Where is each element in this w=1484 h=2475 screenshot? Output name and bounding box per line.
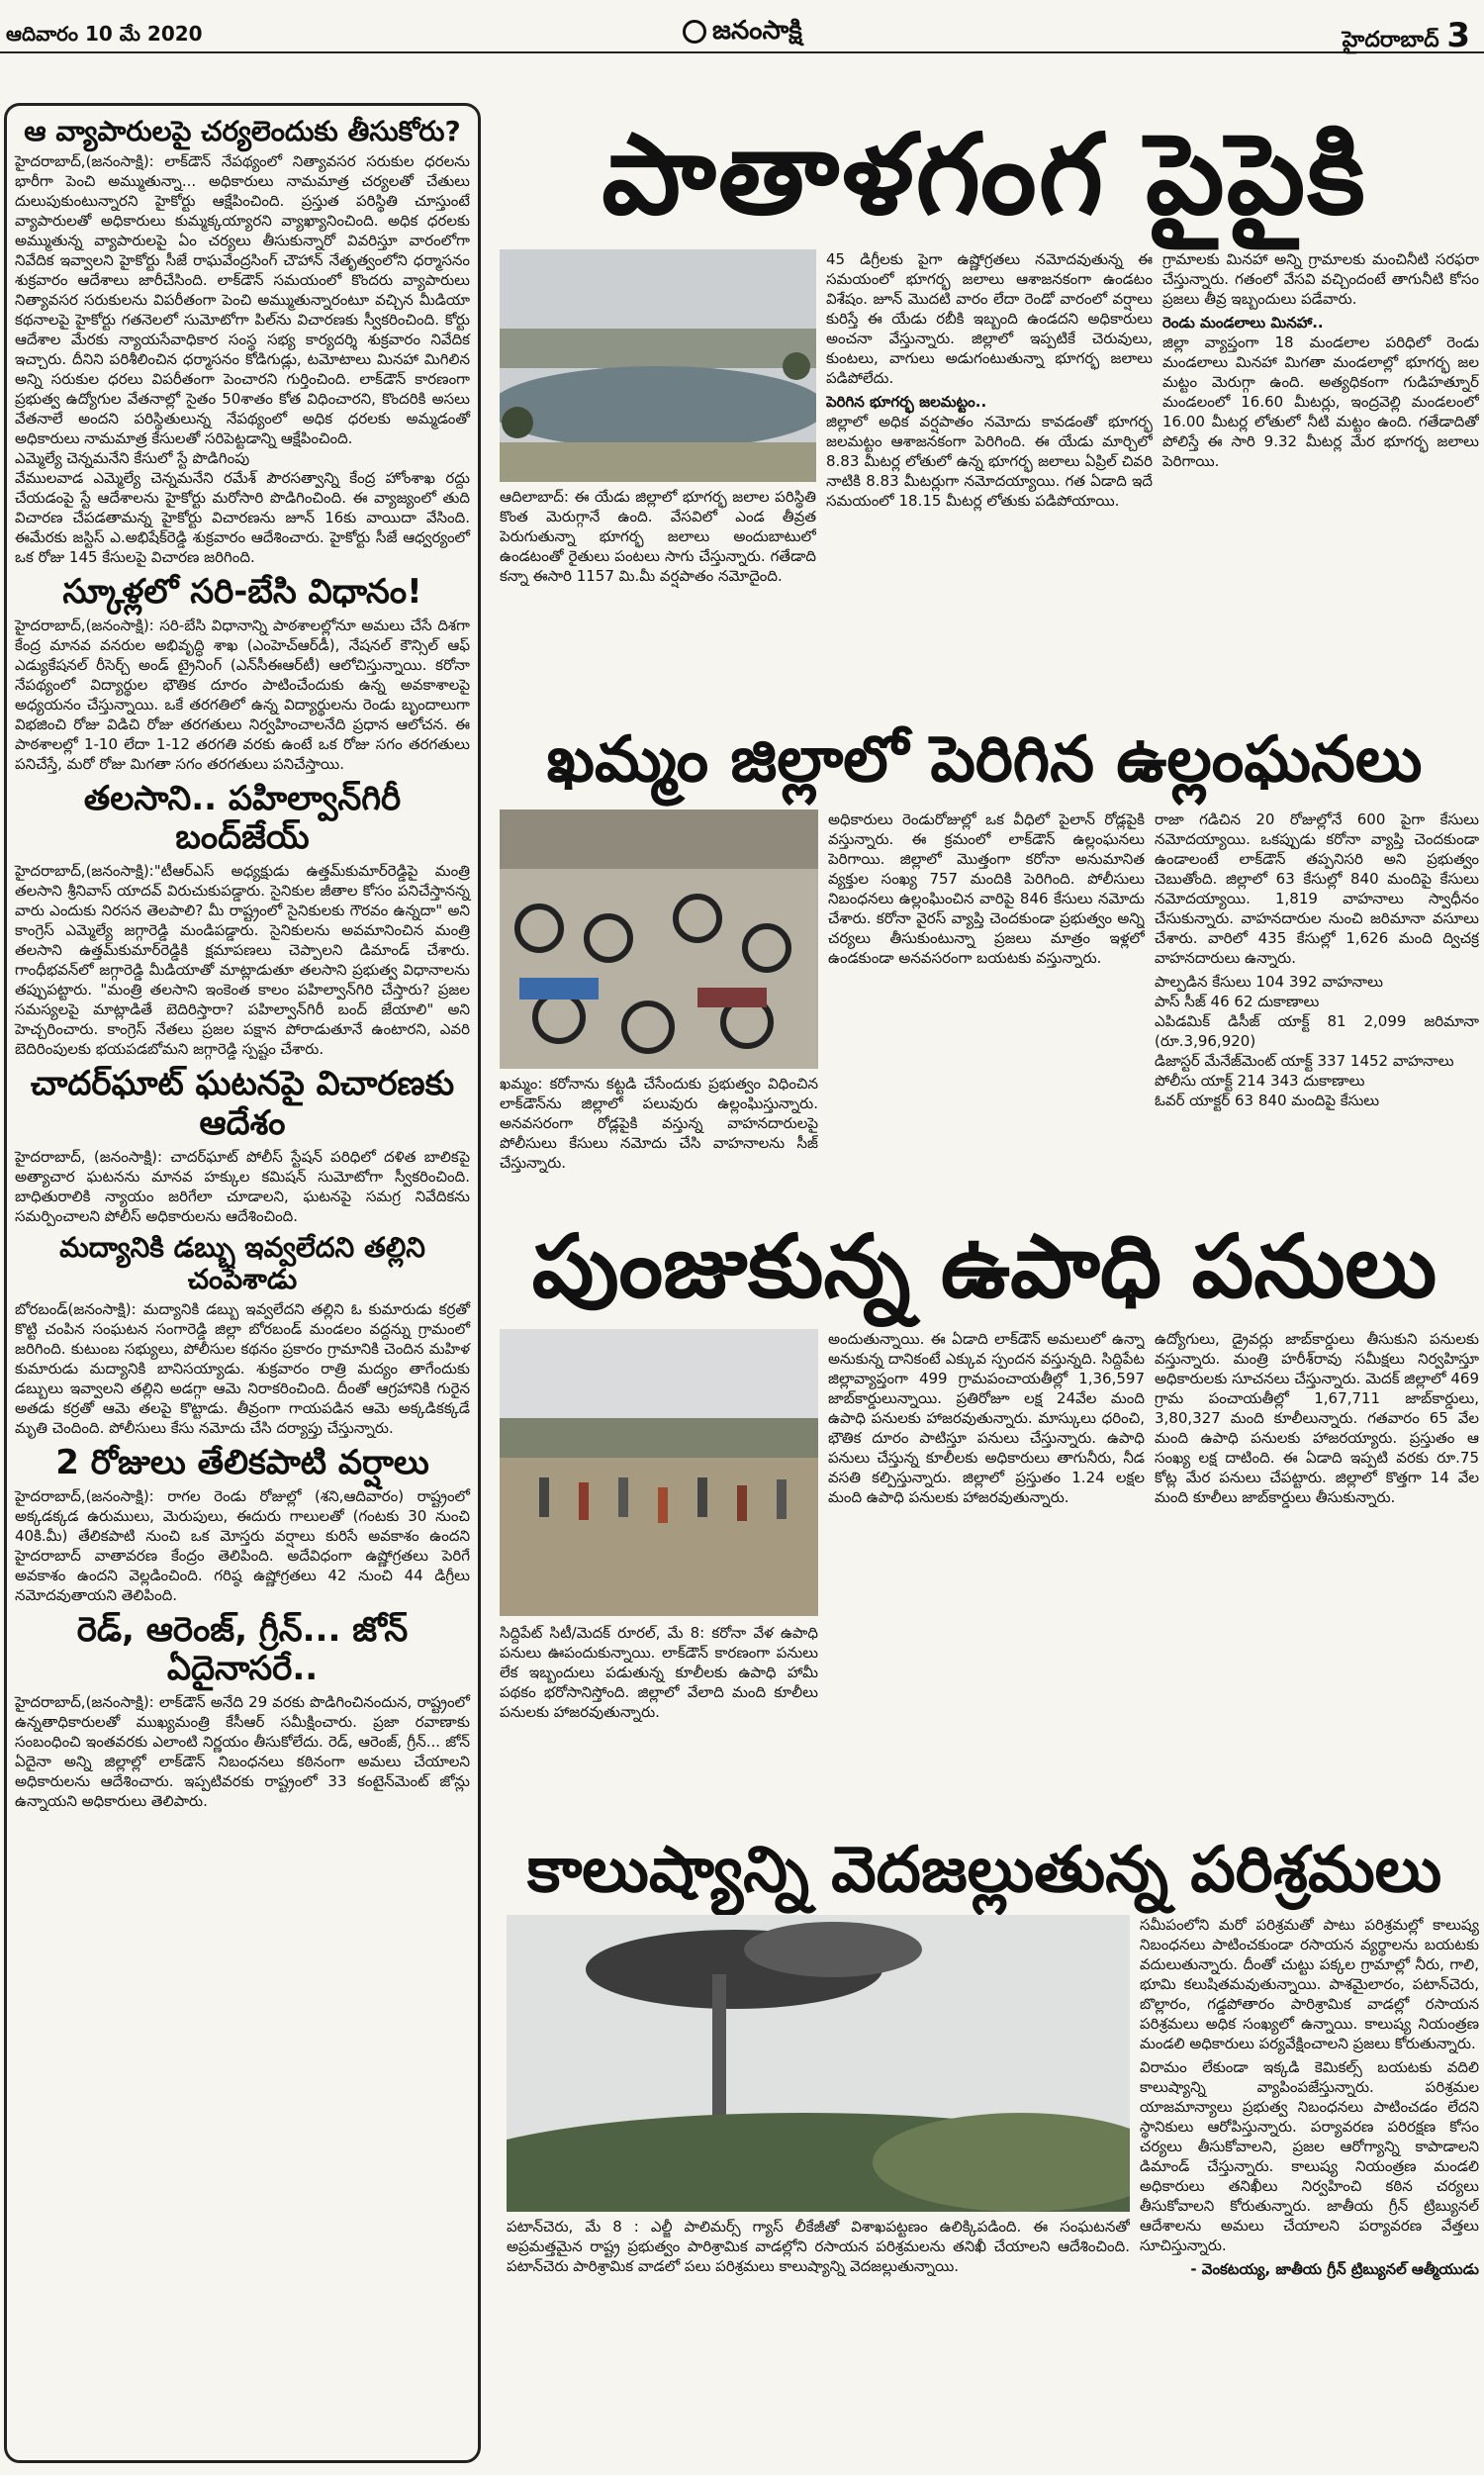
- pollution-text-1: సమీపంలోని మరో పరిశ్రమతో పాటు పరిశ్రమల్లో కాలుష్య నిబంధనలు పాటించకుండా రసాయన వ్యర్థాలను బయటకు వదులుతున్నారు. దీంతో చుట్టు పక్కల గ్రామాల్లో నీరు, గాలి, భూమి కలుషితమవుతున్నాయి. పాశమైలారం, పటాన్‌చెరు, బొల్లారం, గడ్డపోతారం పారిశ్రామిక వాడల్లో రసాయన పరిశ్రమలు అధిక సంఖ్యలో ఉన్నాయి. కాలుష్య నియంత్రణ మండలి అధికారులు పర్యవేక్షించాలని ప్రజలు కోరుతున్నారు.: [1140, 1916, 1479, 2052]
- headline-khammam: ఖమ్మం జిల్లాలో పెరిగిన ఉల్లంఘనలు: [546, 723, 1423, 797]
- employment-col-1: [828, 1329, 1145, 1821]
- sidebar-body-5: బోరబండ్‌(జనంసాక్షి): మద్యానికి డబ్బు ఇవ్వలేదని తల్లిని ఓ కుమారుడు కర్రతో కొట్టి చంపిన సంఘటన సంగారెడ్డి జిల్లా బోరబండ్‌ మండలం వద్దన్ను గ్రామంలో జరిగింది. కుటుంబ సభ్యులు, పోలీసుల కథనం ప్రకారం గ్రామానికి చెందిన మహిళ కుమారుడు మద్యానికి బానిసయ్యాడు. శుక్రవారం రాత్రి మద్యం తాగేందుకు డబ్బులు ఇవ్వాలని తల్లిని అడగ్గా ఆమె నిరాకరించింది. దీంతో ఆగ్రహానికి గురైన అతడు కర్రతో ఆమె తలపై కొట్టాడు. తీవ్రంగా గాయపడిన ఆమె అక్కడికక్కడే మృతి చెందింది. పోలీసులు కేసు నమోదు చేసి దర్యాప్తు చేస్తున్నారు.: [15, 1300, 470, 1438]
- masthead-title: జనంసాక్షి: [712, 16, 802, 46]
- khammam-stat-2: పాస్‌ సీజ్‌ 46 62 దుకాణాలు: [1155, 993, 1320, 1010]
- sidebar-body-7: హైదరాబాద్‌,(జనంసాక్షి): లాక్‌డౌన్‌ అనేది 29 వరకు పొడిగించినందున, రాష్ట్రంలో ఉన్నతాధికారులతో ముఖ్యమంత్రి కేసీఆర్‌ సమీక్షించారు. ప్రజా రవాణాకు సంబంధించి ఇంతవరకు ఎలాంటి నిర్ణయం తీసుకోలేదు. రెడ్‌, ఆరెంజ్‌, గ్రీన్‌... జోన్‌ ఏదైనా అన్ని జిల్లాల్లో లాక్‌డౌన్‌ నిబంధనలు కఠినంగా అమలు చేయాలని అధికారులను ఆదేశించారు. ఇప్పటివరకు రాష్ట్రంలో 33 కంటైన్‌మెంట్‌ జోన్లు ఉన్నాయని అధికారులు తెలిపారు.: [15, 1693, 470, 1811]
- khammam-stat-3: ఎపిడమిక్‌ డిసీజ్‌ యాక్ట్‌ 81 2,099 జరిమానా (రూ.3,96,920): [1155, 1012, 1479, 1050]
- sidebar-body-2: హైదరాబాద్‌,(జనంసాక్షి): సరి-బేసి విధానాన్ని పాఠశాలల్లోనూ అమలు చేసే దిశగా కేంద్ర మానవ వనరుల అభివృద్ధి శాఖ (ఎంహెచ్‌ఆర్‌డీ), నేషనల్‌ కౌన్సిల్‌ ఆఫ్‌ ఎడ్యుకేషనల్‌ రీసెర్చ్‌ అండ్‌ ట్రైనింగ్‌ (ఎన్‌సీఈఆర్‌టీ) ఆలోచిస్తున్నాయి. కరోనా నేపథ్యంలో విద్యార్థుల భౌతిక దూరం పాటించేందుకు ఉన్న అవకాశాలపై అధ్యయనం చేస్తున్నాయి. ఒకే తరగతిలో ఉన్న విద్యార్థులను రెండు బృందాలుగా విభజించి రోజు విడిచి రోజు తరగతులు నిర్వహించాలనేది ప్రధాన ఆలోచన. ఈ పాఠశాలల్లో 1-10 లేదా 1-12 తరగతి వరకు ఉంటే ఒక రోజు సగం తరగతులు పనిచేస్తే, మరో రోజు మిగతా సగం తరగతులు పనిచేస్తాయి.: [15, 617, 470, 774]
- groundwater-subhead-1: పెరిగిన భూగర్భ జలమట్టం..: [826, 393, 987, 411]
- sidebar-title-2: స్కూళ్లలో సరి-బేసి విధానం!: [62, 572, 422, 613]
- issue-date: ఆదివారం 10 మే 2020: [6, 22, 203, 46]
- sidebar-body-3: హైదరాబాద్‌,(జనంసాక్షి):"టీఆర్‌ఎస్‌ అధ్యక్షుడు ఉత్తమ్‌కుమార్‌రెడ్డిపై మంత్రి తలసాని శ్రీనివాస్‌ యాదవ్‌ విరుచుకుపడ్డారు. సైనికుల జీతాల కోసం పనిచేస్తానన్న వారు ఎందుకు నిరసన తెలపాలి? మీ రాష్ట్రంలో సైనికులకు గౌరవం ఉన్నదా" అని కాంగ్రెస్‌ ఎమ్మెల్యే జగ్గారెడ్డి మండిపడ్డారు. సైనికులను అవమానించిన మంత్రి తలసాని ఉత్తమ్‌కుమార్‌రెడ్డికి క్షమాపణలు చెప్పాలని డిమాండ్‌ చేశారు. గాంధీభవన్‌లో జగ్గారెడ్డి మీడియాతో మాట్లాడుతూ తలసాని ప్రభుత్వ విధానాలను తప్పుపట్టారు. "మంత్రి తలసాని ఇంకెంత కాలం పహిల్వాన్‌గిరి చేస్తారు? ప్రజల సమస్యలపై మాట్లాడితే బెదిరిస్తారా? పహిల్వాన్‌గిరీ బంద్‌ జేయాలి" అని హెచ్చరించారు. కాంగ్రెస్‌ నేతలు ప్రజల పక్షాన పోరాడుతూనే ఉంటారని, ఎవరి బెదిరింపులకు భయపడబోమని జగ్గారెడ్డి స్పష్టం చేశారు.: [15, 862, 470, 1059]
- photo-chimney: [507, 1915, 1130, 2212]
- groundwater-subhead-2: రెండు మండలాలు మినహా..: [1162, 314, 1324, 332]
- sidebar-title-1: ఆ వ్యాపారులపై చర్యలెందుకు తీసుకోరు?: [24, 115, 461, 147]
- page-number: 3: [1446, 16, 1470, 55]
- headline-pollution: కాలుష్యాన్ని వెదజల్లుతున్న పరిశ్రమలు: [526, 1834, 1442, 1907]
- seized-bikes-photo-icon: [500, 809, 818, 1069]
- groundwater-text-4: జిల్లా వ్యాప్తంగా 18 మండలాల పరిధిలో రెండు మండలాలు మినహా మిగతా మండలాల్లో భూగర్భ జల మట్టం మెరుగ్గా ఉంది. అత్యధికంగా గుడిహత్నూర్‌ మండలంలో 16.60 మీటర్లు, ఇంద్రవెల్లి మండలంలో 16.00 మీటర్ల లోతులో నీటి మట్టం ఉంది. గతేడాదితో పోలిస్తే ఈ సారి 9.32 మీటర్ల మేర భూగర్భ జలాలు పెరిగాయి.: [1162, 333, 1479, 470]
- employment-text-2: ఉద్యోగులు, డ్రైవర్లు జాబ్‌కార్డులు తీసుకుని పనులకు వస్తున్నారు. మంత్రి హరీశ్‌రావు సమీక్షలు నిర్వహిస్తూ అధికారులకు సూచనలు చేస్తున్నారు. మెదక్‌ జిల్లాలో 469 గ్రామ పంచాయతీల్లో 1,67,711 జాబ్‌కార్డులు, 3,80,327 మంది కూలీలున్నారు. గతవారం 65 వేల మంది ఉపాధి పనులకు హాజరయ్యారు. ప్రస్తుతం ఆ సంఖ్య లక్ష దాటింది. ఈ ఏడాది ఇప్పటి వరకు రూ.75 కోట్ల మేర పనులు చేపట్టారు. జిల్లాలో కొత్తగా 14 వేల మంది కూలీలు జాబ్‌కార్డులు తీసుకున్నారు.: [1155, 1330, 1479, 1506]
- sidebar-title-7: రెడ్‌, ఆరెంజ్‌, గ్రీన్‌... జోన్‌ ఏదైనాసరే..: [76, 1610, 409, 1689]
- photo-bikes: [500, 809, 818, 1069]
- employment-col-2: [1155, 1329, 1479, 1821]
- caption-khammam: ఖమ్మం: కరోనాను కట్టడి చేసేందుకు ప్రభుత్వం విధించిన లాక్‌డౌన్‌ను జిల్లాలో పలువురు ఉల్లంఘిస్తున్నారు. అనవసరంగా రోడ్లపైకి వస్తున్న వాహనదారులపై పోలీసులు కేసులు నమోదు చేసి వాహనాలను సీజ్‌ చేస్తున్నారు.: [500, 1075, 818, 1172]
- photo-lake: [500, 249, 816, 482]
- sidebar-title-6: 2 రోజులు తేలికపాటి వర్షాలు: [55, 1443, 429, 1483]
- page-header: [0, 0, 1484, 53]
- caption-pollution: పటాన్‌చెరు, మే 8 : ఎల్జీ పాలిమర్స్‌ గ్యాస్‌ లీకేజీతో విశాఖపట్టణం ఉలిక్కిపడింది. ఈ సంఘటనతో అప్రమత్తమైన రాష్ట్ర ప్రభుత్వం పారిశ్రామిక వాడల్లోని రసాయన పరిశ్రమలను తనిఖీ చేయాలని ఆదేశించింది. పటాన్‌చెరు పారిశ్రామిక వాడలో పలు పరిశ్రమలు కాలుష్యాన్ని వెదజల్లుతున్నాయి.: [507, 2218, 1130, 2275]
- headline-groundwater: పాతాళగంగ పైపైకి: [602, 111, 1367, 239]
- groundwater-text-2: జిల్లాలో అధిక వర్షపాతం నమోదు కావడంతో భూగర్భ జలమట్టం ఆశాజనకంగా పెరిగింది. ఈ యేడు మార్చిలో 8.83 మీటర్ల లోతులో ఉన్న భూగర్భ జలాలు ఏప్రిల్‌ చివరి నాటికి 8.83 మీటర్లుగా నమోదయ్యాయి. గత ఏడాది ఇదే సమయంలో 18.15 మీటర్ల లోతుకు పడిపోయాయి.: [826, 413, 1153, 510]
- khammam-stat-1: పాల్పడిన కేసులు 104 392 వాహనాలు: [1155, 973, 1383, 991]
- masthead: [683, 16, 802, 51]
- groundwater-text-3: గ్రామాలకు మినహా అన్ని గ్రామాలకు మంచినీటి సరఫరా చేస్తున్నారు. గతంలో వేసవి వచ్చిందంటే తాగునీటి కోసం ప్రజలు తీవ్ర ఇబ్బందులు పడేవారు.: [1162, 250, 1479, 308]
- pollution-col-1: [1140, 1915, 1479, 2464]
- sidebar-body-1: హైదరాబాద్‌,(జనంసాక్షి): లాక్‌డౌన్‌ నేపథ్యంలో నిత్యావసర సరుకుల ధరలను భారీగా పెంచి అమ్ముతున్నా... అధికారులు నామమాత్ర చర్యలతో చేతులు దులుపుకుంటున్నారని హైకోర్టు ఆక్షేపించింది. ప్రస్తుత పరిస్థితి చూస్తుంటే వ్యాపారులతో అధికారులు కుమ్మక్కయ్యారని వ్యాఖ్యానించింది. అధిక ధరలకు అమ్ముతున్న వ్యాపారులపై ఏం చర్యలు తీసుకున్నారో వివరిస్తూ వారంలోగా నివేదిక ఇవ్వాలని హైకోర్టు సీజే రాఘవేంద్రసింగ్‌ చౌహాన్‌ నేతృత్వంలోని ధర్మాసనం శుక్రవారం ఆదేశాలు జారీచేసింది. లాక్‌డౌన్‌ సమయంలో కొందరు వ్యాపారులు నిత్యావసర సరుకులను విపరీతంగా పెంచి అమ్ముతున్నారంటూ వచ్చిన మీడియా కథనాలపై హైకోర్టు గతనెలలో సుమోటోగా పిల్‌ను విచారణకు స్వీకరించింది. కోర్టు ఆదేశాల మేరకు న్యాయసేవాధికార సంస్థ సభ్య కార్యదర్శి శుక్రవారం నివేదిక ఇచ్చారు. దీనిని పరిశీలించిన ధర్మాసనం కోడిగుడ్లు, టమోటాలు మినహా మిగిలిన అన్ని సరుకుల ధరలు విపరీతంగా పెంచారని గుర్తించింది. లాక్‌డౌన్‌ కారణంగా ప్రభుత్వ ఉద్యోగుల వేతనాల్లో సైతం 50శాతం కోత విధించారని, కొందరికి అసలు వేతనాలే అందని పరిస్థితులున్న నేపథ్యంలో అధిక ధరలకు అమ్మడంతో అధికారులు నామమాత్ర కేసులతో సరిపెట్టడాన్ని ఆక్షేపించింది. ఎమ్మెల్యే చెన్నమనేని కేసులో స్టే పొడిగింపు వేములవాడ ఎమ్మెల్యే చెన్నమనేని రమేశ్‌ పౌరసత్వాన్ని కేంద్ర హోంశాఖ రద్దు చేయడంపై స్టే ఆదేశాలను హైకోర్టు మరోసారి పొడిగించింది. ఈ వ్యాజ్యంలో తుది విచారణ చేపడతామన్న హైకోర్టు విచారణను జూన్‌ 16కు వాయిదా వేసింది. ఈమేరకు జస్టిస్‌ ఎ.అభిషేక్‌రెడ్డి శుక్రవారం ఆదేశించారు. హైకోర్టు సీజే ఆధ్వర్యంలో ఒక రోజు 145 కేసులపై విచారణ జరిగింది.: [15, 152, 470, 567]
- edition-city: [1343, 16, 1470, 57]
- photo-workers: [500, 1329, 818, 1616]
- groundwater-col-1: [826, 249, 1153, 714]
- sidebar-column: [4, 103, 481, 2463]
- sidebar-body-4: హైదరాబాద్‌, (జనంసాక్షి): చాదర్‌ఘాట్‌ పోలీస్‌ స్టేషన్‌ పరిధిలో దళిత బాలికపై అత్యాచార ఘటనను మానవ హక్కుల కమిషన్‌ సుమోటోగా స్వీకరించింది. బాధితురాలికి న్యాయం జరిగేలా చూడాలని, ఘటనపై సమగ్ర నివేదికను సమర్పించాలని పోలీస్‌ అధికారులను ఆదేశించింది.: [15, 1147, 470, 1225]
- groundwater-col-2: [1162, 249, 1479, 714]
- headline-employment: పుంజుకున్న ఉపాధి పనులు: [531, 1215, 1438, 1317]
- caption-groundwater: ఆదిలాబాద్‌: ఈ యేడు జిల్లాలో భూగర్భ జలాల పరిస్థితి కొంత మెరుగ్గానే ఉంది. వేసవిలో ఎండ తీవ్రత పెరుగుతున్నా భూగర్భ జలాలు అందుబాటులో ఉండటంతో రైతులు పంటలు సాగు చేస్తున్నారు. గతేడాది కన్నా ఈసారి 1157 మి.మీ వర్షపాతం నమోదైంది.: [500, 488, 816, 585]
- workers-field-photo-icon: [500, 1329, 818, 1616]
- edition-city-name: హైదరాబాద్: [1342, 28, 1439, 52]
- sidebar-body-6: హైదరాబాద్‌,(జనంసాక్షి): రాగల రెండు రోజుల్లో (శని,ఆదివారం) రాష్ట్రంలో అక్కడక్కడ ఉరుములు, మెరుపులు, ఈదురు గాలులతో (గంటకు 30 నుంచి 40కి.మీ) తేలికపాటి నుంచి ఒక మోస్తరు వర్షాలు కురిసే అవకాశం ఉందని హైదరాబాద్‌ వాతావరణ కేంద్రం తెలిపింది. అదేవిధంగా ఉష్ణోగ్రతలు పెరిగే అవకాశం ఉందని వెల్లడించింది. గరిష్ఠ ఉష్ణోగ్రతలు 42 నుంచి 44 డిగ్రీలు నమోదవుతాయని తెలిపింది.: [15, 1487, 470, 1605]
- khammam-stat-4: డిజాస్టర్‌ మేనేజ్‌మెంట్‌ యాక్ట్‌ 337 1452 వాహనాలు: [1155, 1052, 1454, 1070]
- lake-photo-icon: [500, 249, 816, 482]
- groundwater-text-1: 45 డిగ్రీలకు పైగా ఉష్ణోగ్రతలు నమోదవుతున్న ఈ సమయంలో భూగర్భ జలాలు ఆశాజనకంగా ఉండటం విశేషం. జూన్‌ మొదటి వారం లేదా రెండో వారంలో వర్షాలు కురిస్తే ఈ యేడు రబీకి ఇబ్బంది ఉండదని అధికారులు అంచనా వేస్తున్నారు. జిల్లాలో ఇప్పటికే చెరువులు, కుంటలు, వాగులు అడుగంటుతున్నా భూగర్భ జలాలు పడిపోలేదు.: [826, 250, 1153, 387]
- masthead-logo-icon: [683, 20, 706, 44]
- factory-chimney-photo-icon: [507, 1915, 1130, 2212]
- sidebar-title-3: తలసాని.. పహిల్వాన్‌గిరీ బంద్‌జేయ్‌: [83, 779, 402, 858]
- khammam-stat-5: పోలీసు యాక్ట్‌ 214 343 దుకాణాలు: [1155, 1072, 1365, 1090]
- khammam-text-2: రాజా గడిచిన 20 రోజుల్లోనే 600 పైగా కేసులు నమోదయ్యాయి. ఒకప్పుడు కరోనా వ్యాప్తి చెందకుండా ఉండాలంటే లాక్‌డౌన్‌ తప్పనిసరి అని ప్రభుత్వం చెబుతోంది. జిల్లాలో 63 కేసుల్లో 840 మందిపై కేసులు నమోదయ్యాయి. 1,819 వాహనాలు స్వాధీనం చేసుకున్నారు. వాహనదారుల నుంచి జరిమానా వసూలు చేశారు. వారిలో 435 కేసుల్లో 1,626 మంది ద్విచక్ర వాహనదారులు ఉన్నారు.: [1155, 810, 1479, 967]
- sidebar-title-5: మద్యానికి డబ్బు ఇవ్వలేదని తల్లిని చంపేశాడు: [59, 1230, 425, 1295]
- khammam-stat-6: ఓవర్‌ యాక్టర్‌ 63 840 మందిపై కేసులు: [1155, 1092, 1380, 1109]
- khammam-col-2: [1155, 809, 1479, 1205]
- caption-employment: సిద్దిపేట్‌ సిటీ/మెదక్‌ రూరల్‌, మే 8: కరోనా వేళ ఉపాధి పనులు ఊపందుకున్నాయి. లాక్‌డౌన్‌ కారణంగా పనులు లేక ఇబ్బందులు పడుతున్న కూలీలకు ఉపాధి హామీ పథకం భరోసానిస్తోంది. జిల్లాలో వేలాది మంది కూలీలు పనులకు హాజరవుతున్నారు.: [500, 1624, 818, 1721]
- sidebar-title-4: చాదర్‌ఘాట్‌ ఘటనపై విచారణకు ఆదేశం: [30, 1064, 455, 1143]
- khammam-text-1: అధికారులు రెండురోజుల్లో ఒక వీధిలో పైలాన్‌ రోడ్లపైకి వస్తున్నారు. ఈ క్రమంలో లాక్‌డౌన్‌ ఉల్లంఘనలు పెరిగాయి. జిల్లాలో మొత్తంగా కరోనా అనుమానిత వ్యక్తుల సంఖ్య 757 మందికి పెరిగింది. పోలీసులు నిబంధనలు ఉల్లంఘించిన వారిపై 846 కేసులు నమోదు చేశారు. కరోనా వైరస్‌ వ్యాప్తి చెందకుండా ప్రభుత్వం అన్ని చర్యలు తీసుకుంటున్నా ప్రజలు మాత్రం ఇళ్లలో ఉండకుండా అనవసరంగా బయటకు వస్తున్నారు.: [828, 810, 1145, 967]
- khammam-col-1: [828, 809, 1145, 1205]
- employment-text-1: అందుతున్నాయి. ఈ ఏడాది లాక్‌డౌన్‌ అమలులో ఉన్నా అనుకున్న దానికంటే ఎక్కువ స్పందన వస్తున్నది. సిద్దిపేట జిల్లావ్యాప్తంగా 499 గ్రామపంచాయతీల్లో 1,36,597 జాబ్‌కార్డులున్నాయి. ప్రతిరోజూ లక్ష 24వేల మంది ఉపాధి పనులకు హాజరవుతున్నారు. మాస్కులు ధరించి, భౌతిక దూరం పాటిస్తూ పనులు చేస్తున్నారు. ఉపాధి పనులు చేస్తున్న కూలీలకు అధికారులు తాగునీరు, నీడ వసతి కల్పిస్తున్నారు. జిల్లాలో ప్రస్తుతం 1.24 లక్షల మంది ఉపాధి పనులకు హాజరవుతున్నారు.: [828, 1330, 1145, 1506]
- pollution-signature: - వెంకటయ్య, జాతీయ గ్రీన్‌ ట్రిబ్యునల్‌ ఆత్మీయుడు: [1190, 2260, 1479, 2278]
- pollution-text-2: విరామం లేకుండా ఇక్కడి కెమికల్స్‌ బయటకు వదిలి కాలుష్యాన్ని వ్యాపింపజేస్తున్నారు. పరిశ్రమల యాజమాన్యాలు ప్రభుత్వ నిబంధనలు పాటించడం లేదని స్థానికులు ఆరోపిస్తున్నారు. పర్యావరణ పరిరక్షణ కోసం చర్యలు తీసుకోవాలని, ప్రజల ఆరోగ్యాన్ని కాపాడాలని డిమాండ్‌ చేస్తున్నారు. కాలుష్య నియంత్రణ మండలి అధికారులు తనిఖీలు నిర్వహించి కఠిన చర్యలు తీసుకోవాలని కోరుతున్నారు. జాతీయ గ్రీన్‌ ట్రిబ్యునల్‌ ఆదేశాలను అమలు చేయాలని పర్యావరణ వేత్తలు సూచిస్తున్నారు.: [1140, 2058, 1479, 2254]
